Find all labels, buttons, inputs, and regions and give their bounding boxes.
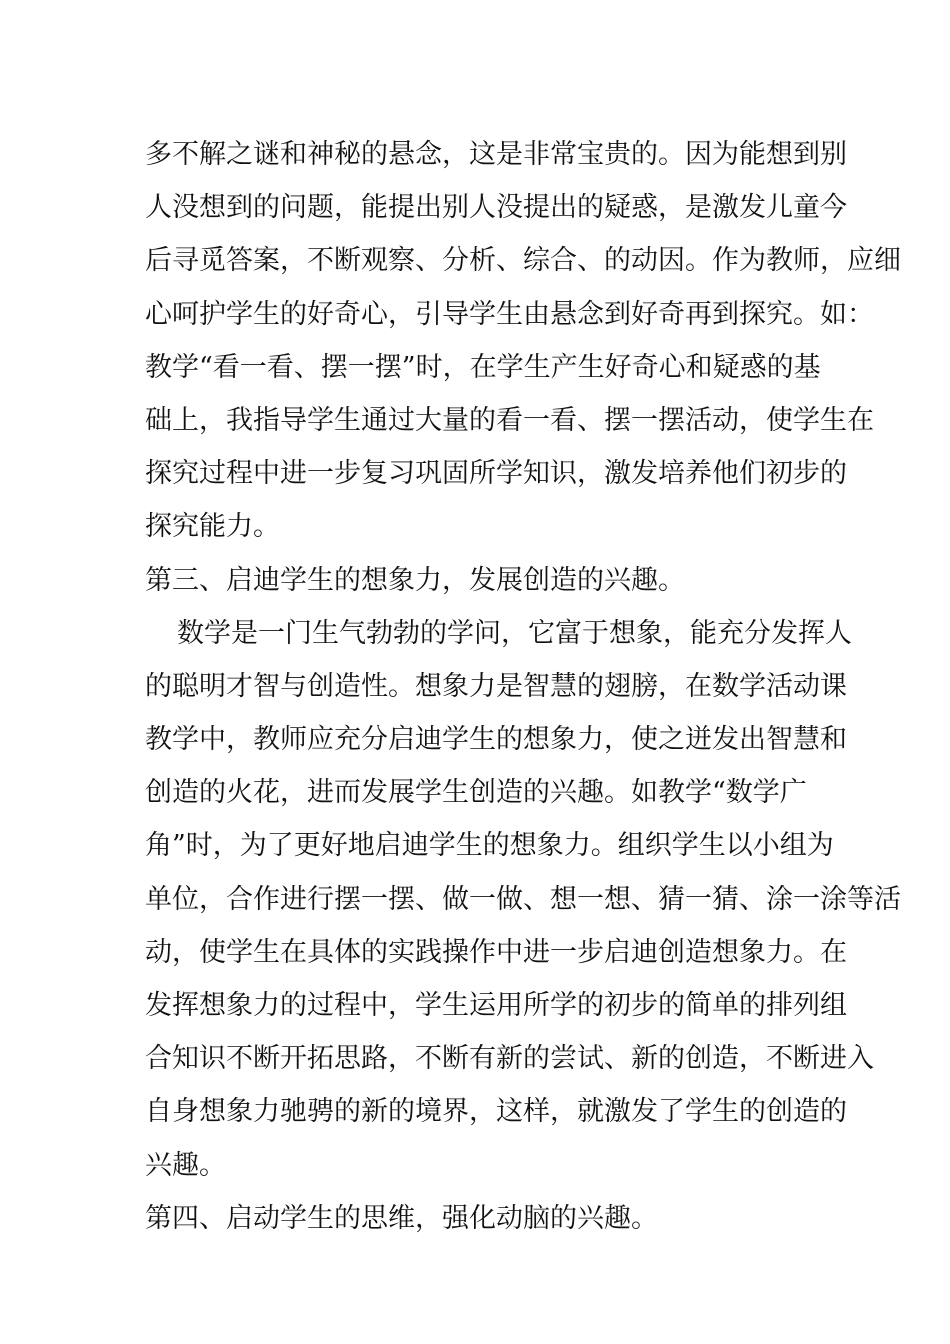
text-line: 创造的火花，进而发展学生创造的兴趣。如教学“数学广 <box>145 777 807 809</box>
text-line: 数学是一门生气勃勃的学问，它富于想象，能充分发挥人 <box>177 617 852 649</box>
text-line: 动，使学生在具体的实践操作中进一步启迪创造想象力。在 <box>145 936 847 968</box>
text-line: 人没想到的问题，能提出别人没提出的疑惑，是激发儿童今 <box>145 192 847 224</box>
text-line: 角”时，为了更好地启迪学生的想象力。组织学生以小组为 <box>145 830 834 862</box>
text-line: 的聪明才智与创造性。想象力是智慧的翅膀，在数学活动课 <box>145 670 847 702</box>
text-line: 探究能力。 <box>145 511 280 543</box>
text-line: 多不解之谜和神秘的悬念，这是非常宝贵的。因为能想到别 <box>145 139 847 170</box>
text-line: 合知识不断开拓思路，不断有新的尝试、新的创造，不断进入 <box>145 1043 874 1075</box>
text-line: 自身想象力驰骋的新的境界，这样，就激发了学生的创造的 <box>145 1096 847 1128</box>
text-line: 础上，我指导学生通过大量的看一看、摆一摆活动，使学生在 <box>145 404 874 436</box>
section-heading: 第四、启动学生的思维，强化动脑的兴趣。 <box>145 1202 658 1234</box>
text-line: 探究过程中进一步复习巩固所学知识，激发培养他们初步的 <box>145 458 847 490</box>
text-line: 心呵护学生的好奇心，引导学生由悬念到好奇再到探究。如： <box>145 298 874 330</box>
text-line: 教学“看一看、摆一摆”时，在学生产生好奇心和疑惑的基 <box>145 351 821 383</box>
text-line: 后寻觅答案，不断观察、分析、综合、的动因。作为教师，应细 <box>145 245 901 277</box>
text-line: 发挥想象力的过程中，学生运用所学的初步的简单的排列组 <box>145 990 847 1021</box>
text-line: 教学中，教师应充分启迪学生的想象力，使之迸发出智慧和 <box>145 724 847 756</box>
section-heading: 第三、启迪学生的想象力，发展创造的兴趣。 <box>145 564 685 596</box>
body-text <box>145 128 901 1245</box>
text-line: 兴趣。 <box>145 1149 226 1181</box>
text-line: 单位，合作进行摆一摆、做一做、想一想、猜一猜、涂一涂等活 <box>145 883 901 915</box>
